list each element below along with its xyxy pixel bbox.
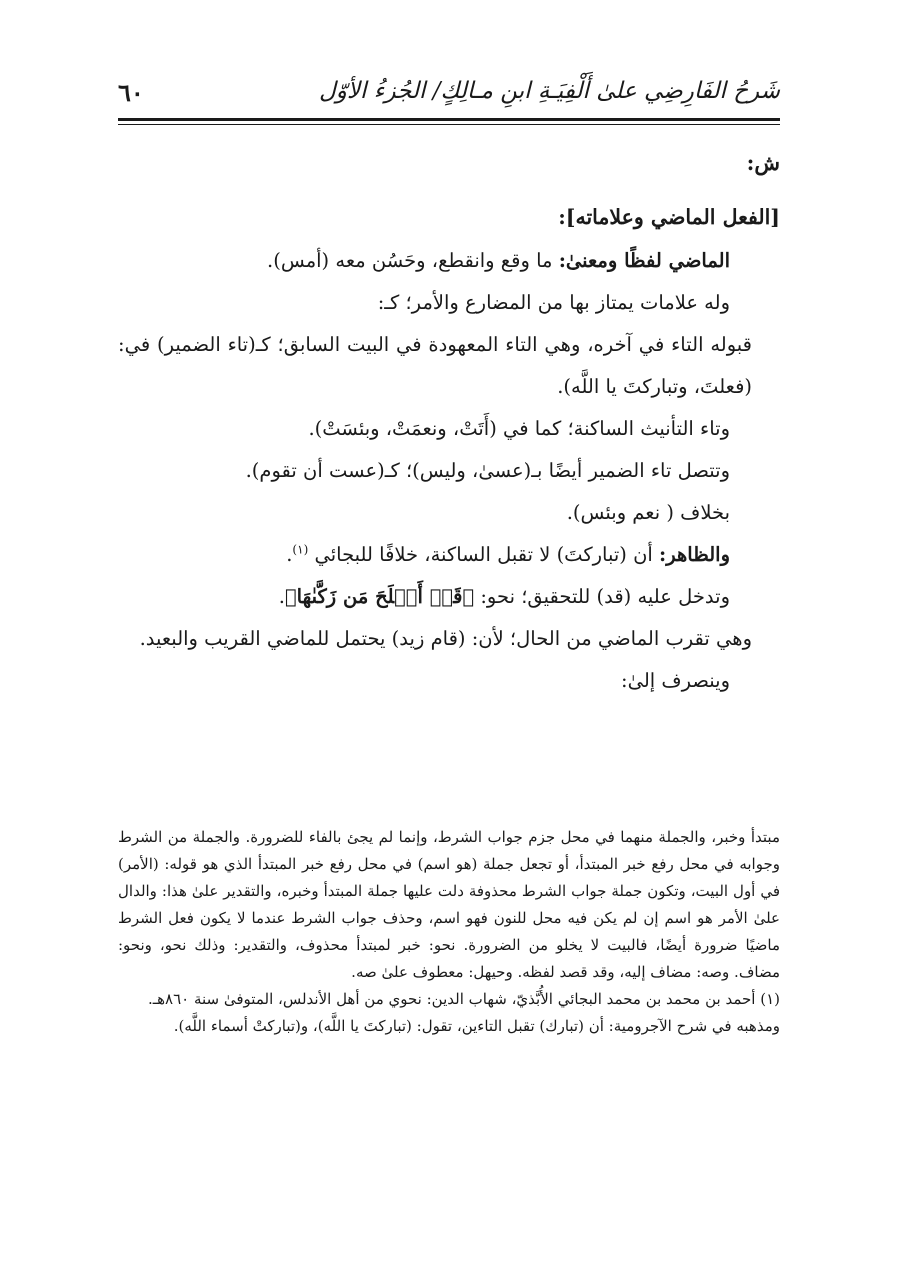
first-sign-paragraph: قبوله التاء في آخره، وهي التاء المعهودة في البيت السابق؛ كـ(تاء الضمير) في: (فعلتَ، وتباركتَ يا اللَّه). xyxy=(118,333,752,398)
qad-line xyxy=(118,576,780,618)
apparent-text: أن (تباركتَ) لا تقبل الساكنة، خلافًا للبجائي xyxy=(314,543,660,566)
running-header xyxy=(118,76,780,110)
exception-line: بخلاف ( نعم وبئس). xyxy=(566,501,730,524)
footnote-1-text: أحمد بن محمد بن محمد البجائي الأُبَّذيّ، شهاب الدين: نحوي من أهل الأندلس، المتوفىٰ سنة ٨٦٠هـ. xyxy=(147,990,761,1008)
definition-text: ما وقع وانقطع، وحَسُن معه (أمس). xyxy=(267,249,559,272)
feminine-ta-line: وتاء التأنيث الساكنة؛ كما في (أَتَتْ، ونعمَتْ، وبئسَتْ). xyxy=(308,417,730,440)
qad-end: . xyxy=(278,585,285,608)
header-rule-thick xyxy=(118,118,780,121)
book-title: شَرحُ الفَارِضِي علىٰ أَلْفِيَـةِ ابنِ مـالِكٍ/ الجُزءُ الأوّل xyxy=(319,78,780,104)
footnote-reference[interactable]: (١) xyxy=(292,542,309,557)
apparent-term: والظاهر: xyxy=(659,543,730,566)
footnote-1-extra: ومذهبه في شرح الآجرومية: أن (تبارك) تقبل التاءين، تقول: (تباركتَ يا اللَّه)، و(تباركتْ أسماء اللَّه). xyxy=(173,1017,780,1035)
definition-line xyxy=(118,240,780,282)
proximity-paragraph: وهي تقرب الماضي من الحال؛ لأن: (قام زيد) يحتمل للماضي القريب والبعيد. xyxy=(139,627,752,650)
shift-line: وينصرف إلىٰ: xyxy=(621,669,730,692)
page-number: ٦٠ xyxy=(118,78,144,107)
quran-verse: ﴿قَدۡ أَفۡلَحَ مَن زَكَّىٰهَا﴾ xyxy=(284,585,475,608)
header-rule-thin xyxy=(118,124,780,125)
footnote-1 xyxy=(118,986,780,1013)
pronoun-ta-line: وتتصل تاء الضمير أيضًا بـ(عسىٰ، وليس)؛ كـ(عست أن تقوم). xyxy=(245,459,730,482)
signs-line: وله علامات يمتاز بها من المضارع والأمر؛ كـ: xyxy=(377,291,730,314)
apparent-end: . xyxy=(286,543,293,566)
footnote-1-number: (١) xyxy=(760,990,780,1008)
footnote-continued: مبتدأ وخبر، والجملة منهما في محل جزم جواب الشرط، وإنما لم يجئ بالفاء للضرورة. والجملة من الشرط وجوابه في محل رفع خبر المبتدأ، أو تجعل جملة (هو اسم) في محل رفع خبر المبتدأ الذي هو قوله: (الأمر) في أول البيت، وتكون جملة جواب الشرط محذوفة دلت عليها جملة المبتدأ وخبره، والتقدير علىٰ هذا: والدال علىٰ الأمر هو اسم إن لم يكن فيه محل للنون فهو اسم، وحذف جواب الشرط عندما لا يكون فعل الشرط ماضيًا ضرورة أيضًا، فالبيت لا يخلو من الضرورة. نحو: خبر لمبتدأ محذوف، والتقدير: وذلك نحو، ونحو: مضاف. وصه: مضاف إليه، وقد قصد لفظه. وحيهل: معطوف علىٰ صه. xyxy=(118,828,780,981)
section-heading: [الفعل الماضي وعلاماته]: xyxy=(558,205,780,229)
footnotes xyxy=(118,824,780,1040)
apparent-line xyxy=(118,534,780,576)
main-text xyxy=(118,140,780,702)
commentary-marker: ش: xyxy=(746,150,780,175)
qad-text: وتدخل عليه (قد) للتحقيق؛ نحو: xyxy=(474,585,730,608)
definition-term: الماضي لفظًا ومعنىٰ: xyxy=(558,249,730,272)
